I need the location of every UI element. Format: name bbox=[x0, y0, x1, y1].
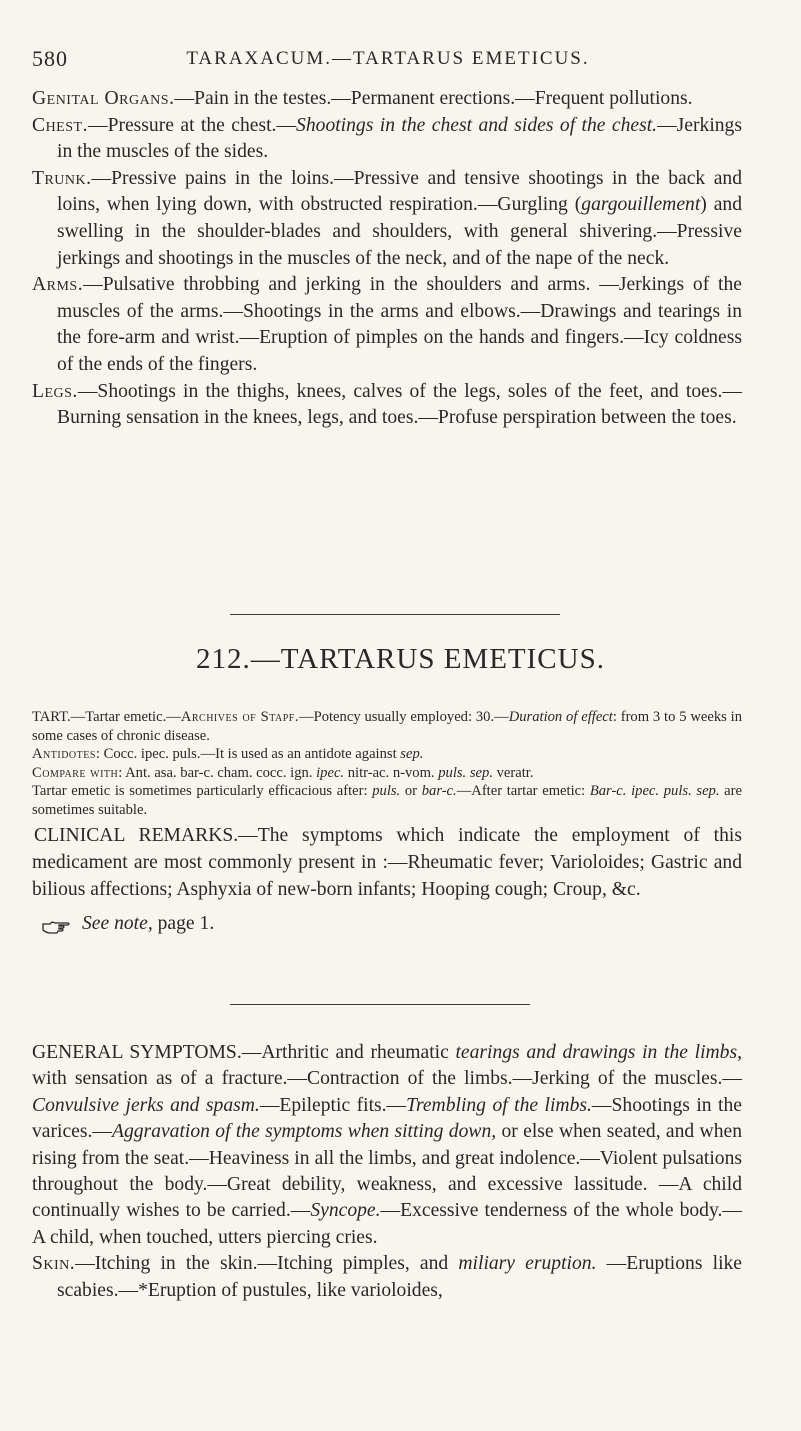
section-divider bbox=[230, 614, 560, 615]
symptom-trunk: Trunk.—Pressive pains in the loins.—Pressive and tensive shootings in the back and loins, when lying down, with obstructed respiration.—Gurgling (gargouillement) and swelling in the shoulder-blades and shoulders, with general shivering.—Pressive jerkings and shootings in the muscles of the neck, and of the nape of the neck. bbox=[32, 167, 743, 269]
running-title: TARAXACUM.—TARTARUS EMETICUS. bbox=[186, 48, 590, 69]
general-label: GENERAL SYMPTOMS. bbox=[32, 1042, 242, 1063]
symptom-heading: Skin. bbox=[32, 1253, 76, 1275]
symptom-genital-organs: Genital Organs.—Pain in the testes.—Permanent erections.—Frequent pollutions. bbox=[32, 88, 693, 109]
intro-line-compare: Compare with: Ant. asa. bar-c. cham. cocc. ign. ipec. nitr-ac. n-vom. puls. sep. veratr. bbox=[32, 764, 534, 781]
general-paragraph: GENERAL SYMPTOMS.—Arthritic and rheumatic tearings and drawings in the limbs, with sensation as of a fracture.—Contraction of the limbs.—Jerking of the muscles.—Convulsive jerks and spasm.—Epileptic fits.—Trembling of the limbs.—Shootings in the varices.—Aggravation of the symptoms when sitting down, or else when seated, and when rising from the seat.—Heaviness in all the limbs, and great indolence.—Violent pulsations throughout the body.—Great debility, weakness, and excessive lassitude. —A child continually wishes to be carried.—Syncope.—Excessive tenderness of the whole body.—A child, when touched, utters piercing cries. bbox=[32, 1042, 742, 1248]
clinical-label: CLINICAL REMARKS. bbox=[34, 825, 239, 846]
intro-line-efficacious: Tartar emetic is sometimes particularly efficacious after: puls. or bar-c.—After tartar emetic: Bar-c. ipec. puls. sep. are sometimes suitable. bbox=[32, 783, 742, 818]
clinical-paragraph: CLINICAL REMARKS.—The symptoms which indicate the employment of this medicament are most commonly present in :—Rheumatic fever; Varioloides; Gastric and bilious affections; Asphyxia of new-born infants; Hooping cough; Croup, &c. bbox=[32, 825, 742, 900]
clinical-remarks bbox=[32, 822, 742, 935]
page-number: 580 bbox=[32, 46, 68, 71]
symptom-heading: Legs. bbox=[32, 380, 78, 402]
see-note: See note, page 1. bbox=[32, 913, 742, 935]
intro-line-antidotes: Antidotes: Cocc. ipec. puls.—It is used as an antidote against sep. bbox=[32, 746, 424, 763]
symptom-list bbox=[32, 86, 742, 432]
symptom-arms: Arms.—Pulsative throbbing and jerking in the shoulders and arms. —Jerkings of the muscles of the arms.—Shootings in the arms and elbows.—Drawings and tearings in the fore-arm and wrist.—Eruption of pimples on the hands and fingers.—Icy coldness of the ends of the fingers. bbox=[32, 274, 742, 375]
symptom-skin: Skin.—Itching in the skin.—Itching pimples, and miliary eruption. —Eruptions like scabies.—*Eruption of pustules, like varioloides, bbox=[32, 1253, 743, 1301]
pointing-hand-icon bbox=[42, 918, 72, 932]
section-title: 212.—TARTARUS EMETICUS. bbox=[196, 643, 605, 675]
symptom-legs: Legs.—Shootings in the thighs, knees, calves of the legs, soles of the feet, and toes.—Burning sensation in the knees, legs, and toes.—Profuse perspiration between the toes. bbox=[32, 380, 742, 429]
general-symptoms bbox=[32, 1040, 742, 1304]
symptom-heading: Chest. bbox=[32, 114, 88, 136]
symptom-heading: Arms. bbox=[32, 274, 84, 296]
symptom-heading: Genital Organs. bbox=[32, 88, 175, 109]
clinical-divider bbox=[230, 1004, 530, 1005]
symptom-chest: Chest.—Pressure at the chest.—Shootings in the chest and sides of the chest.—Jerkings in the muscles of the sides. bbox=[32, 114, 742, 163]
remedy-intro bbox=[32, 708, 742, 820]
intro-line-tart: TART.—Tartar emetic.—Archives of Stapf.—Potency usually employed: 30.—Duration of effect: from 3 to 5 weeks in some cases of chronic disease. bbox=[32, 709, 742, 744]
symptom-heading: Trunk. bbox=[32, 167, 92, 189]
running-header bbox=[32, 46, 744, 76]
